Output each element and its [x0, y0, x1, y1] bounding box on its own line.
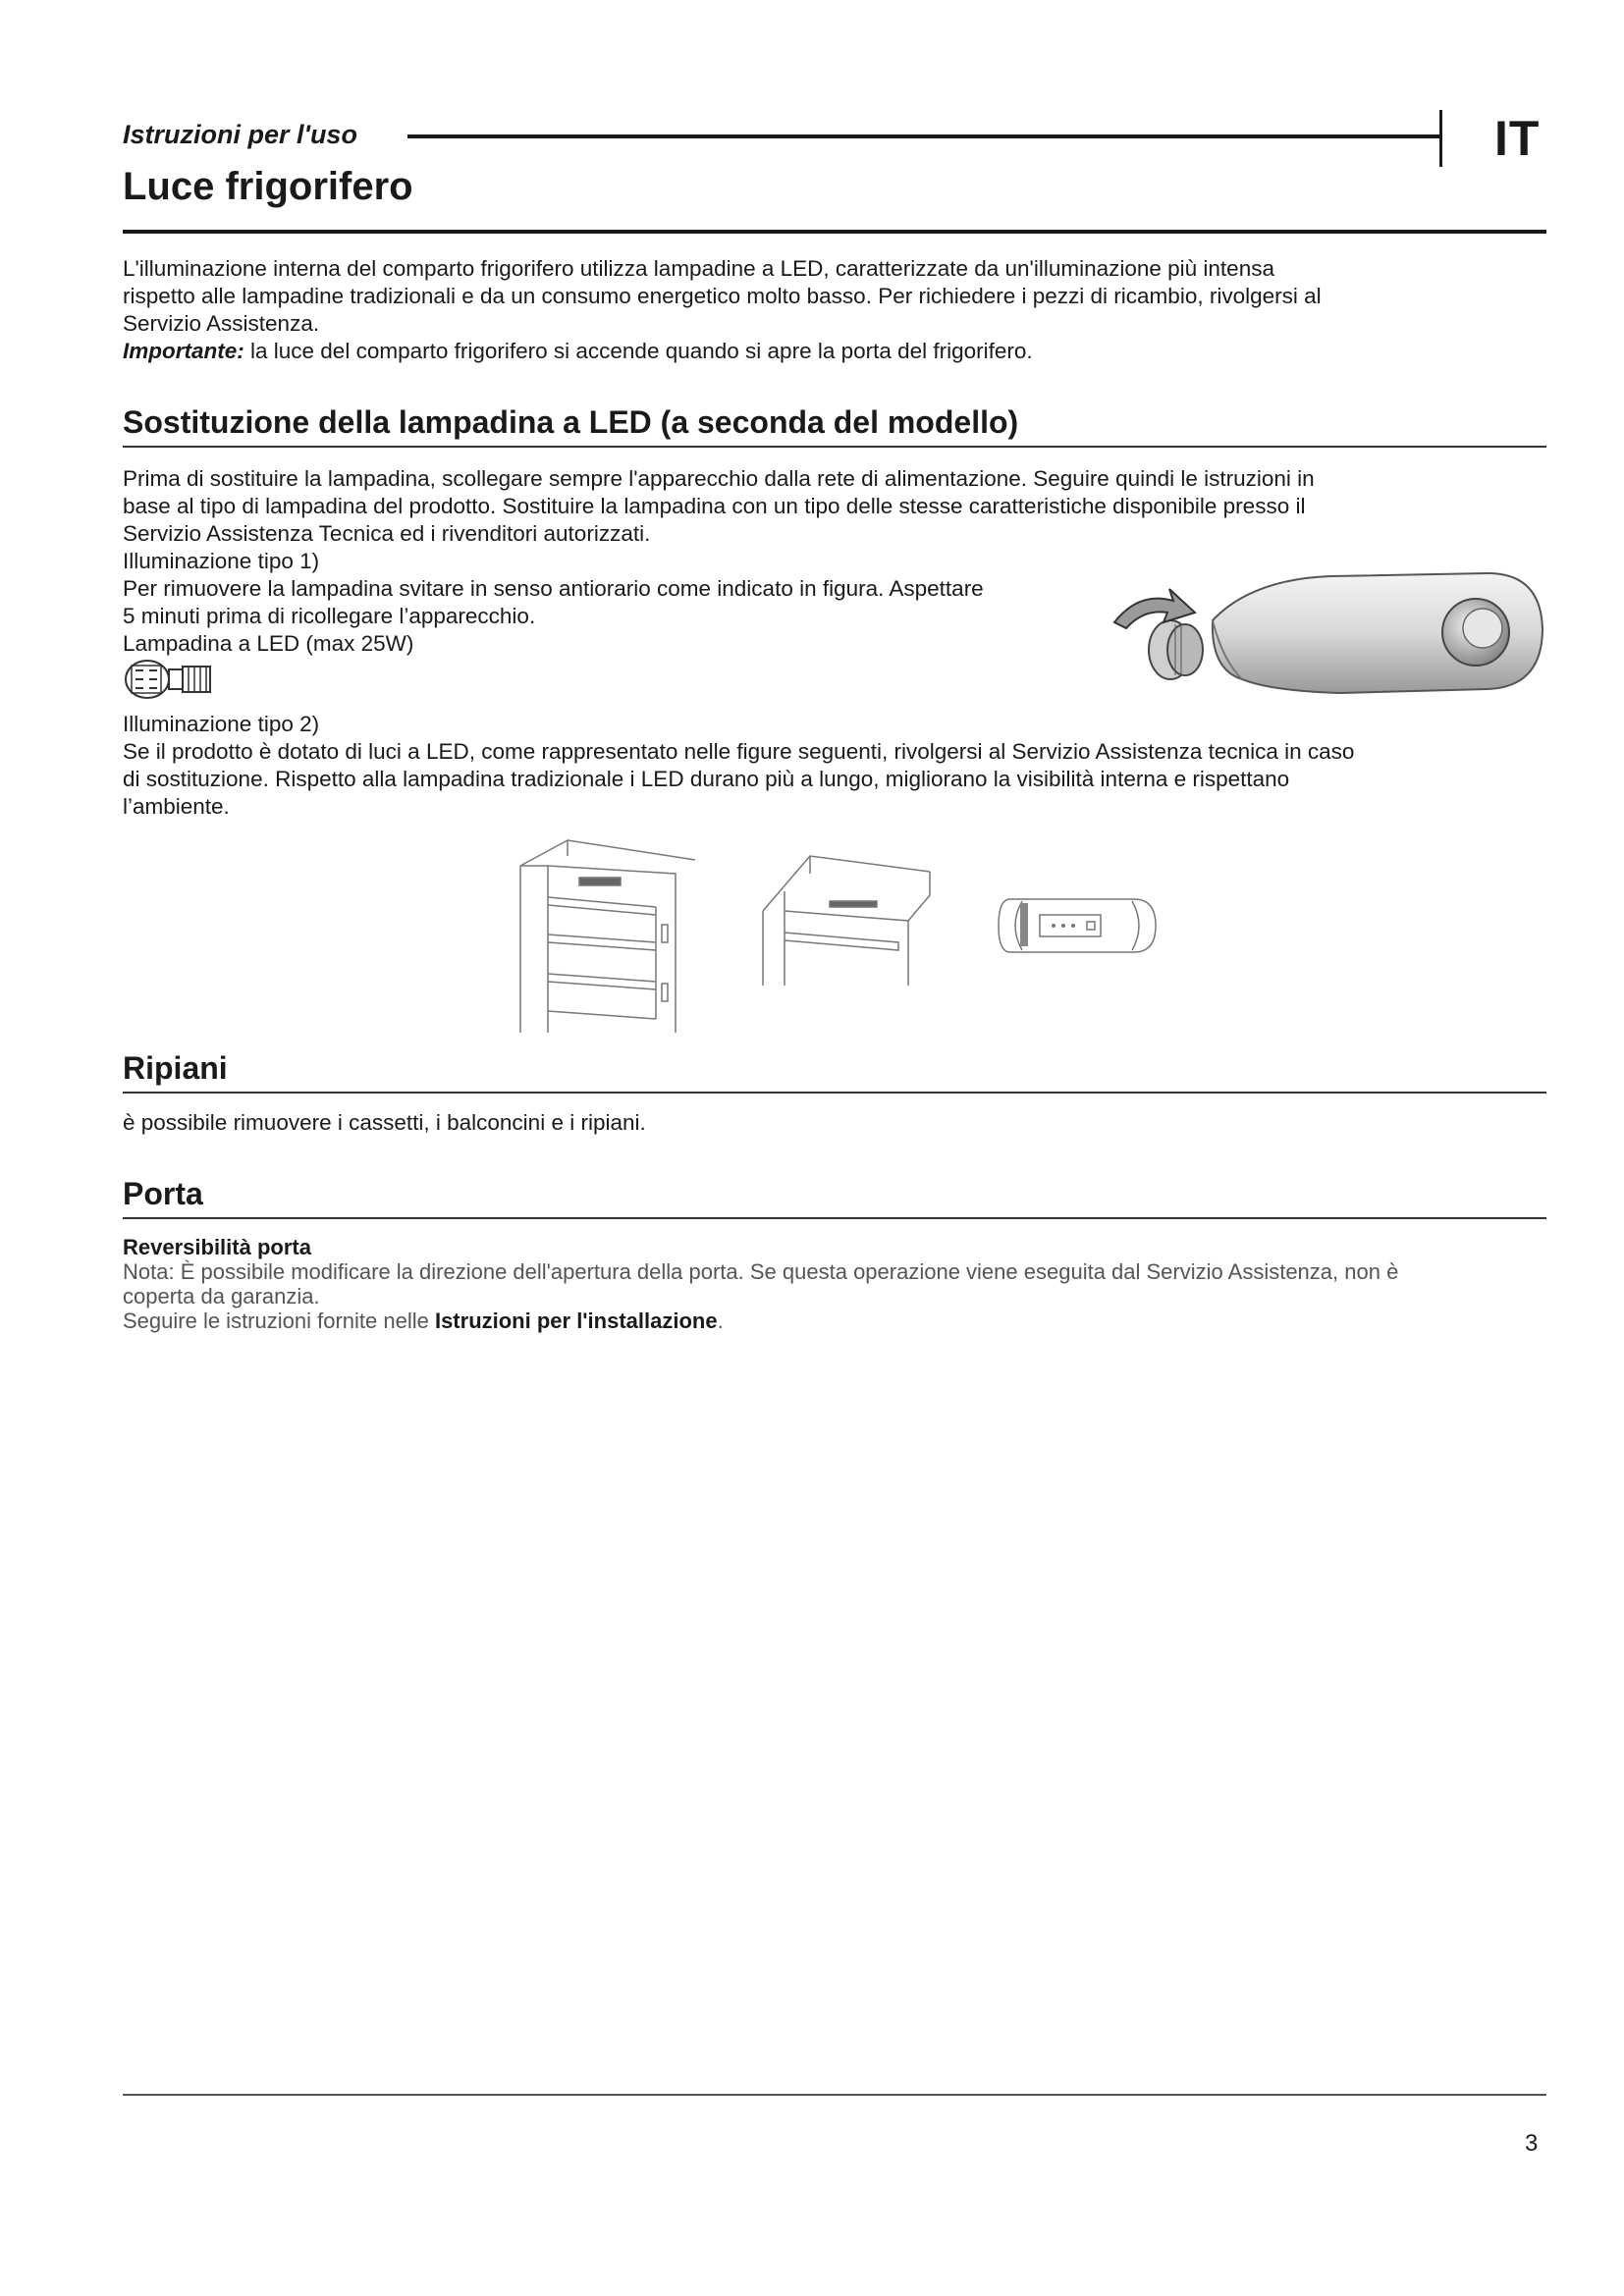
- page-title: Luce frigorifero: [123, 165, 413, 208]
- section-heading-shelves: Ripiani: [123, 1050, 228, 1086]
- important-note: [123, 338, 1527, 365]
- intro-paragraph: [123, 255, 1527, 365]
- fridge-top-illustration: [761, 852, 933, 989]
- footer-rule: [123, 2094, 1546, 2096]
- important-text: la luce del comparto frigorifero si accende quando si apre la porta del frigorifero.: [244, 339, 1033, 363]
- header-rule: [407, 134, 1440, 138]
- type1-bulb-label: Lampadina a LED (max 25W): [123, 631, 414, 656]
- door-paragraph: [123, 1235, 1527, 1333]
- shelves-text: è possibile rimuovere i cassetti, i balconcini e i ripiani.: [123, 1110, 646, 1135]
- door-follow-line: [123, 1308, 1527, 1333]
- follow-suffix: .: [717, 1308, 724, 1333]
- led-bulb-icon: [122, 658, 236, 701]
- document-section-label: Istruzioni per l'uso: [123, 120, 357, 149]
- language-code: IT: [1494, 111, 1541, 166]
- type2-line: Se il prodotto è dotato di luci a LED, come rappresentato nelle figure seguenti, rivolgersi al Servizio Assistenza tecnica in caso: [123, 739, 1355, 764]
- type2-paragraph: [123, 711, 1527, 821]
- led-strip-illustration: [997, 895, 1159, 956]
- fridge-shelves-illustration: [509, 836, 701, 1037]
- intro-line: rispetto alle lampadine tradizionali e da un consumo energetico molto basso. Per richiedere i pezzi di ricambio, rivolgersi al: [123, 284, 1322, 308]
- door-note-line: coperta da garanzia.: [123, 1284, 320, 1308]
- title-rule: [123, 230, 1546, 234]
- type1-line: Per rimuovere la lampadina svitare in senso antiorario come indicato in figura. Aspettare: [123, 576, 984, 601]
- type1-label: Illuminazione tipo 1): [123, 549, 320, 573]
- lamp-housing-illustration: [1105, 561, 1546, 709]
- section-heading-led: Sostituzione della lampadina a LED (a seconda del modello): [123, 404, 1019, 440]
- section-rule: [123, 1217, 1546, 1219]
- header-tick: [1439, 110, 1442, 167]
- section-rule: [123, 446, 1546, 448]
- type2-line: di sostituzione. Rispetto alla lampadina tradizionale i LED durano più a lungo, migliorano la visibilità interna e rispettano: [123, 767, 1290, 791]
- type2-label: Illuminazione tipo 2): [123, 712, 320, 736]
- led-line: base al tipo di lampadina del prodotto. Sostituire la lampadina con un tipo delle stesse caratteristiche disponibile presso il: [123, 494, 1306, 518]
- intro-line: Servizio Assistenza.: [123, 311, 320, 336]
- section-heading-door: Porta: [123, 1176, 203, 1211]
- section-rule: [123, 1092, 1546, 1094]
- door-subheading: Reversibilità porta: [123, 1235, 311, 1259]
- type1-line: 5 minuti prima di ricollegare l’apparecchio.: [123, 604, 536, 628]
- page-number: 3: [1525, 2130, 1539, 2157]
- follow-prefix: Seguire le istruzioni fornite nelle: [123, 1308, 435, 1333]
- led-line: Servizio Assistenza Tecnica ed i rivenditori autorizzati.: [123, 521, 651, 546]
- led-line: Prima di sostituire la lampadina, scollegare sempre l'apparecchio dalla rete di alimentazione. Seguire quindi le istruzioni in: [123, 466, 1315, 491]
- intro-line: L'illuminazione interna del comparto frigorifero utilizza lampadine a LED, caratterizzate da un'illuminazione più intensa: [123, 256, 1274, 281]
- installation-instructions-ref: Istruzioni per l'installazione: [434, 1308, 718, 1333]
- important-label: Importante:: [123, 339, 244, 363]
- type2-line: l’ambiente.: [123, 794, 230, 819]
- door-note-line: Nota: È possibile modificare la direzione dell'apertura della porta. Se questa operazione viene eseguita dal Servizio Assistenza, non è: [123, 1259, 1399, 1284]
